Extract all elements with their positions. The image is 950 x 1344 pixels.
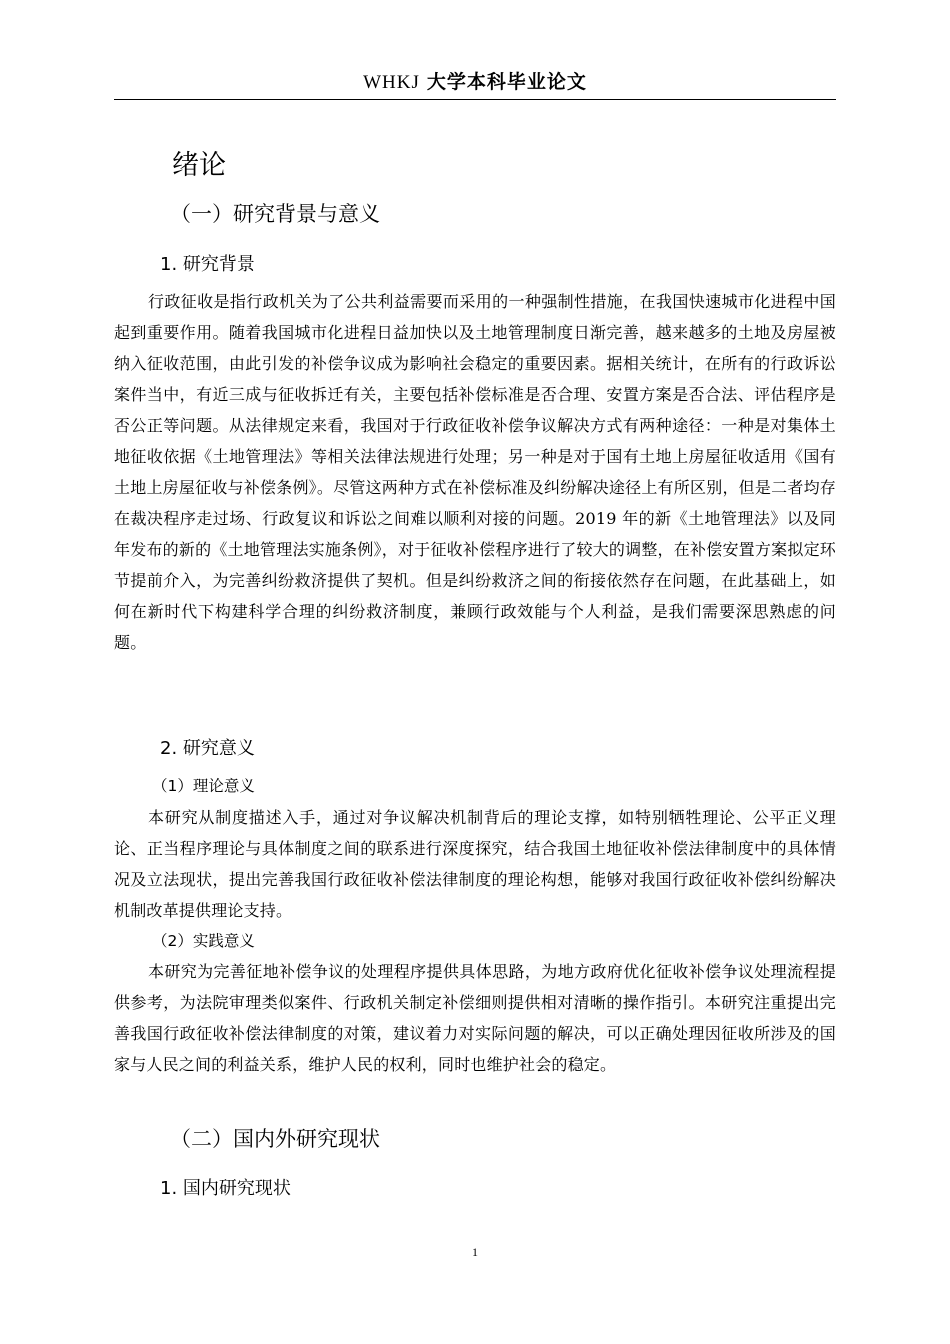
paragraph-theoretical-significance: 本研究从制度描述入手，通过对争议解决机制背后的理论支撑，如特别牺牲理论、公平正义理论、正当程序理论与具体制度之间的联系进行深度探究，结合我国土地征收补偿法律制度中的具体情况及立法现状，提出完善我国行政征收补偿法律制度的理论构想，能够对我国行政征收补偿纠纷解决机制改革提供理论支持。 bbox=[114, 808, 836, 920]
subsection-heading-research-background: 1. 研究背景 bbox=[160, 254, 255, 275]
page-header bbox=[114, 68, 836, 97]
header-title: 大学本科毕业论文 bbox=[426, 71, 587, 93]
page-number: 1 bbox=[472, 1245, 478, 1259]
header-divider bbox=[114, 99, 836, 100]
subsection-heading-research-significance: 2. 研究意义 bbox=[160, 738, 255, 759]
section-heading-research-status: （二）国内外研究现状 bbox=[170, 1127, 380, 1151]
header-university-code: WHKJ bbox=[363, 72, 420, 93]
section-heading-background: （一）研究背景与意义 bbox=[170, 202, 380, 226]
subsection-heading-domestic-research: 1. 国内研究现状 bbox=[160, 1178, 291, 1199]
chapter-title: 绪论 bbox=[172, 150, 226, 181]
paragraph-research-background: 行政征收是指行政机关为了公共利益需要而采用的一种强制性措施，在我国快速城市化进程中国起到重要作用。随着我国城市化进程日益加快以及土地管理制度日渐完善，越来越多的土地及房屋被纳入征收范围，由此引发的补偿争议成为影响社会稳定的重要因素。据相关统计，在所有的行政诉讼案件当中，有近三成与征收拆迁有关，主要包括补偿标准是否合理、安置方案是否合法、评估程序是否公正等问题。从法律规定来看，我国对于行政征收补偿争议解决方式有两种途径：一种是对集体土地征收依据《土地管理法》等相关法律法规进行处理；另一种是对于国有土地上房屋征收适用《国有土地上房屋征收与补偿条例》。尽管这两种方式在补偿标准及纠纷解决途径上有所区别，但是二者均存在裁决程序走过场、行政复议和诉讼之间难以顺利对接的问题。2019 年的新《土地管理法》以及同年发布的新的《土地管理法实施条例》，对于征收补偿程序进行了较大的调整，在补偿安置方案拟定环节提前介入，为完善纠纷救济提供了契机。但是纠纷救济之间的衔接依然存在问题，在此基础上，如何在新时代下构建科学合理的纠纷救济制度，兼顾行政效能与个人利益，是我们需要深思熟虑的问题。 bbox=[114, 292, 836, 652]
item-heading-theoretical: （1）理论意义 bbox=[152, 777, 255, 795]
item-heading-practical: （2）实践意义 bbox=[152, 932, 255, 950]
paragraph-practical-significance: 本研究为完善征地补偿争议的处理程序提供具体思路，为地方政府优化征收补偿争议处理流程提供参考，为法院审理类似案件、行政机关制定补偿细则提供相对清晰的操作指引。本研究注重提出完善我国行政征收补偿法律制度的对策，建议着力对实际问题的解决，可以正确处理因征收所涉及的国家与人民之间的利益关系，维护人民的权利，同时也维护社会的稳定。 bbox=[114, 962, 836, 1074]
